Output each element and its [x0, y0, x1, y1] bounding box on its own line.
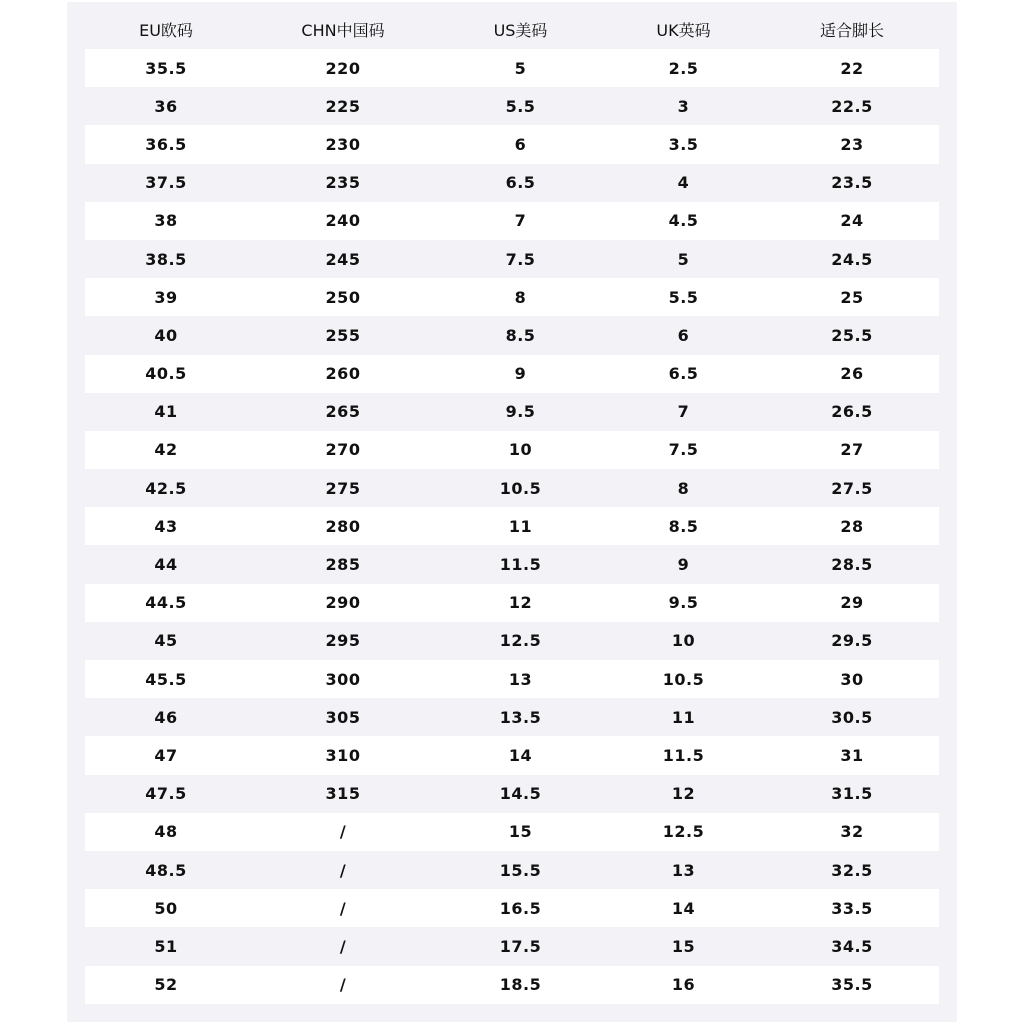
cell-chn-size: / [247, 927, 439, 965]
cell-uk-size: 4.5 [602, 202, 765, 240]
table-row [85, 278, 939, 316]
cell-foot-length: 25 [765, 278, 939, 316]
cell-chn-size: / [247, 966, 439, 1004]
cell-uk-size: 10.5 [602, 660, 765, 698]
cell-eu-size: 39 [85, 278, 247, 316]
cell-eu-size: 35.5 [85, 49, 247, 87]
table-row [85, 889, 939, 927]
header-row [85, 10, 939, 49]
cell-us-size: 11.5 [439, 545, 602, 583]
cell-us-size: 16.5 [439, 889, 602, 927]
table-row [85, 431, 939, 469]
header-uk-size: UK英码 [656, 21, 711, 40]
cell-eu-size: 52 [85, 966, 247, 1004]
cell-us-size: 6.5 [439, 164, 602, 202]
cell-foot-length: 26.5 [765, 393, 939, 431]
cell-foot-length: 29 [765, 584, 939, 622]
table-row [85, 240, 939, 278]
cell-uk-size: 5.5 [602, 278, 765, 316]
cell-chn-size: 265 [247, 393, 439, 431]
cell-uk-size: 15 [602, 927, 765, 965]
cell-chn-size: / [247, 813, 439, 851]
table-row [85, 316, 939, 354]
cell-eu-size: 51 [85, 927, 247, 965]
cell-eu-size: 45.5 [85, 660, 247, 698]
table-row [85, 355, 939, 393]
cell-chn-size: 220 [247, 49, 439, 87]
cell-chn-size: 280 [247, 507, 439, 545]
header-us-size: US美码 [493, 21, 548, 40]
cell-uk-size: 3.5 [602, 125, 765, 163]
cell-chn-size: 285 [247, 545, 439, 583]
cell-eu-size: 38 [85, 202, 247, 240]
cell-uk-size: 8 [602, 469, 765, 507]
cell-foot-length: 31.5 [765, 775, 939, 813]
cell-uk-size: 5 [602, 240, 765, 278]
table-row [85, 775, 939, 813]
cell-chn-size: 250 [247, 278, 439, 316]
table-row [85, 87, 939, 125]
cell-uk-size: 11.5 [602, 736, 765, 774]
cell-uk-size: 11 [602, 698, 765, 736]
cell-chn-size: 245 [247, 240, 439, 278]
cell-uk-size: 12 [602, 775, 765, 813]
cell-eu-size: 46 [85, 698, 247, 736]
cell-uk-size: 6 [602, 316, 765, 354]
cell-uk-size: 9.5 [602, 584, 765, 622]
cell-chn-size: 235 [247, 164, 439, 202]
cell-chn-size: 310 [247, 736, 439, 774]
cell-foot-length: 33.5 [765, 889, 939, 927]
cell-uk-size: 16 [602, 966, 765, 1004]
table-row [85, 966, 939, 1004]
cell-foot-length: 28.5 [765, 545, 939, 583]
cell-us-size: 10 [439, 431, 602, 469]
cell-foot-length: 22.5 [765, 87, 939, 125]
cell-us-size: 8 [439, 278, 602, 316]
cell-us-size: 5 [439, 49, 602, 87]
cell-chn-size: 295 [247, 622, 439, 660]
cell-eu-size: 47.5 [85, 775, 247, 813]
cell-chn-size: 270 [247, 431, 439, 469]
table-row [85, 393, 939, 431]
cell-us-size: 15.5 [439, 851, 602, 889]
cell-chn-size: 255 [247, 316, 439, 354]
cell-us-size: 5.5 [439, 87, 602, 125]
cell-eu-size: 36 [85, 87, 247, 125]
cell-chn-size: 290 [247, 584, 439, 622]
cell-chn-size: 230 [247, 125, 439, 163]
cell-chn-size: 240 [247, 202, 439, 240]
cell-foot-length: 26 [765, 355, 939, 393]
cell-us-size: 17.5 [439, 927, 602, 965]
cell-uk-size: 8.5 [602, 507, 765, 545]
cell-us-size: 7.5 [439, 240, 602, 278]
cell-uk-size: 7 [602, 393, 765, 431]
cell-eu-size: 50 [85, 889, 247, 927]
cell-uk-size: 9 [602, 545, 765, 583]
cell-foot-length: 24 [765, 202, 939, 240]
cell-foot-length: 32 [765, 813, 939, 851]
table-row [85, 851, 939, 889]
cell-us-size: 9.5 [439, 393, 602, 431]
table-row [85, 622, 939, 660]
cell-us-size: 7 [439, 202, 602, 240]
cell-us-size: 14.5 [439, 775, 602, 813]
cell-foot-length: 27.5 [765, 469, 939, 507]
cell-us-size: 8.5 [439, 316, 602, 354]
cell-uk-size: 10 [602, 622, 765, 660]
cell-chn-size: 275 [247, 469, 439, 507]
cell-foot-length: 29.5 [765, 622, 939, 660]
cell-uk-size: 7.5 [602, 431, 765, 469]
cell-us-size: 12 [439, 584, 602, 622]
cell-uk-size: 12.5 [602, 813, 765, 851]
cell-uk-size: 13 [602, 851, 765, 889]
cell-foot-length: 28 [765, 507, 939, 545]
cell-foot-length: 30.5 [765, 698, 939, 736]
table-row [85, 927, 939, 965]
table-row [85, 545, 939, 583]
shoe-size-table [85, 10, 939, 1004]
cell-eu-size: 43 [85, 507, 247, 545]
cell-foot-length: 24.5 [765, 240, 939, 278]
cell-eu-size: 48 [85, 813, 247, 851]
cell-eu-size: 38.5 [85, 240, 247, 278]
cell-chn-size: 225 [247, 87, 439, 125]
cell-us-size: 13.5 [439, 698, 602, 736]
cell-chn-size: 300 [247, 660, 439, 698]
table-row [85, 584, 939, 622]
cell-us-size: 18.5 [439, 966, 602, 1004]
cell-foot-length: 23.5 [765, 164, 939, 202]
cell-uk-size: 3 [602, 87, 765, 125]
table-header [85, 10, 939, 49]
cell-us-size: 9 [439, 355, 602, 393]
table-row [85, 813, 939, 851]
cell-eu-size: 40 [85, 316, 247, 354]
cell-chn-size: 305 [247, 698, 439, 736]
cell-foot-length: 22 [765, 49, 939, 87]
table-row [85, 164, 939, 202]
cell-chn-size: 260 [247, 355, 439, 393]
cell-us-size: 6 [439, 125, 602, 163]
cell-uk-size: 6.5 [602, 355, 765, 393]
cell-uk-size: 4 [602, 164, 765, 202]
cell-us-size: 13 [439, 660, 602, 698]
cell-us-size: 11 [439, 507, 602, 545]
cell-eu-size: 42 [85, 431, 247, 469]
table-row [85, 507, 939, 545]
table-row [85, 698, 939, 736]
header-chn-size: CHN中国码 [301, 21, 385, 40]
cell-us-size: 10.5 [439, 469, 602, 507]
cell-chn-size: / [247, 889, 439, 927]
cell-foot-length: 23 [765, 125, 939, 163]
cell-us-size: 15 [439, 813, 602, 851]
cell-chn-size: / [247, 851, 439, 889]
table-body [85, 49, 939, 1004]
cell-eu-size: 41 [85, 393, 247, 431]
cell-foot-length: 34.5 [765, 927, 939, 965]
cell-eu-size: 45 [85, 622, 247, 660]
cell-chn-size: 315 [247, 775, 439, 813]
cell-foot-length: 30 [765, 660, 939, 698]
cell-eu-size: 44 [85, 545, 247, 583]
cell-eu-size: 37.5 [85, 164, 247, 202]
cell-foot-length: 27 [765, 431, 939, 469]
cell-us-size: 12.5 [439, 622, 602, 660]
cell-eu-size: 40.5 [85, 355, 247, 393]
header-foot-length: 适合脚长 [819, 21, 884, 40]
header-eu-size: EU欧码 [139, 21, 193, 40]
cell-uk-size: 2.5 [602, 49, 765, 87]
cell-foot-length: 25.5 [765, 316, 939, 354]
table-row [85, 125, 939, 163]
cell-foot-length: 31 [765, 736, 939, 774]
cell-eu-size: 42.5 [85, 469, 247, 507]
table-row [85, 660, 939, 698]
cell-eu-size: 47 [85, 736, 247, 774]
cell-foot-length: 32.5 [765, 851, 939, 889]
cell-eu-size: 36.5 [85, 125, 247, 163]
cell-eu-size: 48.5 [85, 851, 247, 889]
table-row [85, 469, 939, 507]
table-row [85, 202, 939, 240]
cell-us-size: 14 [439, 736, 602, 774]
cell-foot-length: 35.5 [765, 966, 939, 1004]
table-row [85, 49, 939, 87]
cell-uk-size: 14 [602, 889, 765, 927]
cell-eu-size: 44.5 [85, 584, 247, 622]
table-row [85, 736, 939, 774]
